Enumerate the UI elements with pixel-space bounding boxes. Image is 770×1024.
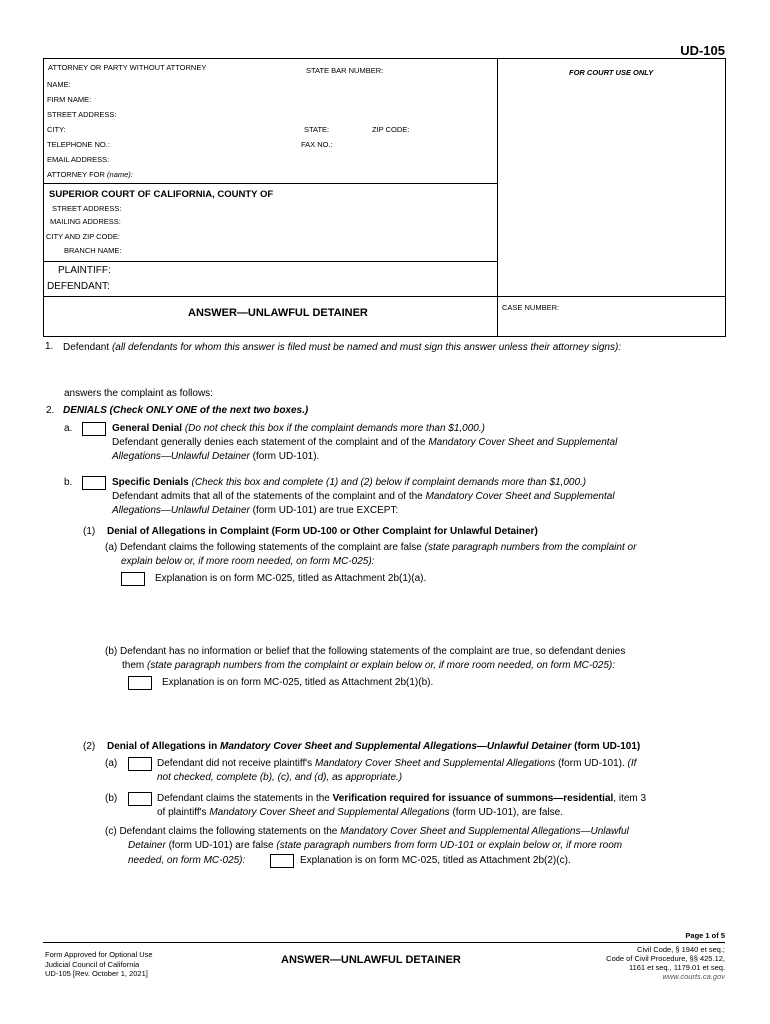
text: (form UD-101).: [252, 451, 320, 462]
sub2b-line2: [157, 807, 563, 818]
text: , item 3: [613, 793, 647, 804]
specific-denials-note: (Check this box and complete (1) and (2) below if complaint demands more than $1,000.): [191, 477, 587, 488]
sub2b-text: [157, 793, 646, 804]
court-mailing-field[interactable]: MAILING ADDRESS:: [50, 217, 121, 226]
court-title: SUPERIOR COURT OF CALIFORNIA, COUNTY OF: [49, 189, 274, 200]
form-number: UD-105: [680, 43, 725, 58]
page-number: Page 1 of 5: [685, 931, 725, 940]
sub2c-line3: needed, on form MC-025):: [128, 855, 246, 866]
text: (form UD-101): [574, 741, 641, 752]
form-approved: Form Approved for Optional Use: [45, 950, 153, 959]
text: Defendant generally denies each statement of the complaint and of the: [112, 437, 426, 448]
text: Defendant did not receive plaintiff's: [157, 758, 313, 769]
text: (If: [627, 758, 637, 769]
text: them: [122, 660, 145, 671]
text: (form UD-101) are false: [168, 840, 274, 851]
denials-heading: DENIALS (Check ONLY ONE of the next two boxes.): [63, 405, 309, 416]
court-city-zip-field[interactable]: CITY AND ZIP CODE:: [46, 232, 120, 241]
text: Allegations—Unlawful Detainer: [112, 505, 250, 516]
specific-denials-line2: [112, 491, 615, 502]
sub2a-note: not checked, complete (b), (c), and (d), as appropriate.): [157, 772, 403, 783]
sub1-number: (1): [83, 526, 96, 537]
divider: [43, 183, 498, 184]
sub1b-text: [105, 646, 625, 657]
court-street-field[interactable]: STREET ADDRESS:: [52, 204, 122, 213]
sub2-heading: [107, 741, 640, 752]
sub1a-explanation: Explanation is on form MC-025, titled as Attachment 2b(1)(a).: [155, 573, 427, 584]
plaintiff-field[interactable]: PLAINTIFF:: [58, 265, 111, 276]
zip-field[interactable]: ZIP CODE:: [372, 125, 410, 134]
sub2a-text: [157, 758, 636, 769]
sub2c-label: (c): [105, 826, 117, 837]
item1-text: [63, 342, 621, 353]
text: of plaintiff's: [157, 807, 207, 818]
text: (state paragraph numbers from the complaint or: [424, 542, 637, 553]
sub2a-checkbox[interactable]: [128, 757, 152, 771]
street-address-field[interactable]: STREET ADDRESS:: [47, 110, 117, 119]
text: Verification required for issuance of summons—residential: [332, 793, 614, 804]
attorney-for-field[interactable]: [47, 170, 133, 179]
text: (form UD-101).: [558, 758, 625, 769]
general-denial-title: General Denial: [112, 423, 183, 434]
email-field[interactable]: EMAIL ADDRESS:: [47, 155, 110, 164]
attorney-for-name: (name):: [107, 170, 133, 179]
text: Defendant claims the statements in the: [157, 793, 330, 804]
sub1b-label: (b): [105, 646, 118, 657]
specific-denials-checkbox[interactable]: [82, 476, 106, 490]
code-cite-1: Civil Code, § 1940 et seq.;: [637, 945, 725, 954]
form-revision: UD-105 [Rev. October 1, 2021]: [45, 969, 148, 978]
text: Mandatory Cover Sheet and Supplemental: [425, 491, 615, 502]
sub1a-attachment-checkbox[interactable]: [121, 572, 145, 586]
general-denial-note: (Do not check this box if the complaint demands more than $1,000.): [184, 423, 485, 434]
general-denial-text: [112, 423, 485, 434]
caption-divider: [497, 58, 498, 336]
text: (form UD-101) are true EXCEPT:: [252, 505, 399, 516]
court-use-label: FOR COURT USE ONLY: [569, 68, 654, 77]
item1-answers: answers the complaint as follows:: [64, 388, 213, 399]
sub1a-text: [105, 542, 636, 553]
sub2c-explanation: Explanation is on form MC-025, titled as Attachment 2b(2)(c).: [300, 855, 571, 866]
item2a-letter: a.: [64, 423, 73, 434]
sub2b-checkbox[interactable]: [128, 792, 152, 806]
sub1a-label: (a): [105, 542, 118, 553]
attorney-for-label: ATTORNEY FOR: [47, 170, 105, 179]
text: Defendant has no information or belief that the following statements of the complaint are true, so defendant denies: [120, 646, 626, 657]
text: Denial of Allegations in: [107, 741, 218, 752]
sub2a-label: (a): [105, 758, 118, 769]
sub1b-line2: [122, 660, 615, 671]
code-cite-3: 1161 et seq., 1179.01 et seq.: [628, 963, 725, 972]
text: Mandatory Cover Sheet and Supplemental: [428, 437, 618, 448]
text: Mandatory Cover Sheet and Supplemental Allegations—Unlawful Detainer: [219, 741, 572, 752]
state-bar-label: STATE BAR NUMBER:: [306, 66, 384, 75]
case-number-field[interactable]: CASE NUMBER:: [502, 303, 560, 312]
text: Defendant claims the following statements on the: [119, 826, 338, 837]
sub2-number: (2): [83, 741, 96, 752]
sub1b-explanation: Explanation is on form MC-025, titled as Attachment 2b(1)(b).: [162, 677, 434, 688]
defendant-field[interactable]: DEFENDANT:: [47, 281, 110, 292]
text: Defendant admits that all of the statements of the complaint and of the: [112, 491, 423, 502]
text: (state paragraph numbers from the complaint or explain below or, if more room needed, on form MC-025):: [147, 660, 616, 671]
sub1a-note: explain below or, if more room needed, on form MC-025):: [121, 556, 375, 567]
item1-lead: Defendant: [63, 342, 110, 353]
specific-denials-title: Specific Denials: [112, 477, 189, 488]
sub2b-label: (b): [105, 793, 118, 804]
text: Mandatory Cover Sheet and Supplemental Allegations—Unlawful: [340, 826, 629, 837]
courts-url[interactable]: www.courts.ca.gov: [662, 972, 725, 981]
telephone-field[interactable]: TELEPHONE NO.:: [47, 140, 110, 149]
sub2c-attachment-checkbox[interactable]: [270, 854, 294, 868]
attorney-label: ATTORNEY OR PARTY WITHOUT ATTORNEY: [48, 63, 207, 72]
footer-rule: [43, 942, 725, 943]
item1-instruction: (all defendants for whom this answer is filed must be named and must sign this answer unless their attorney signs):: [111, 342, 622, 353]
text: Detainer: [128, 840, 166, 851]
item1-number: 1.: [45, 341, 54, 352]
state-field[interactable]: STATE:: [304, 125, 330, 134]
text: (state paragraph numbers from form UD-101 or explain below or, if more room: [276, 840, 623, 851]
text: Allegations—Unlawful Detainer: [112, 451, 250, 462]
text: Mandatory Cover Sheet and Supplemental Allegations: [209, 807, 450, 818]
judicial-council: Judicial Council of California: [45, 960, 140, 969]
sub2c-text: [105, 826, 629, 837]
item2-number: 2.: [46, 405, 55, 416]
footer-title: ANSWER—UNLAWFUL DETAINER: [281, 954, 461, 966]
sub1-heading: Denial of Allegations in Complaint (Form UD-100 or Other Complaint for Unlawful Detainer): [107, 526, 538, 537]
text: Mandatory Cover Sheet and Supplemental Allegations: [314, 758, 556, 769]
court-branch-field[interactable]: BRANCH NAME:: [64, 246, 122, 255]
general-denial-checkbox[interactable]: [82, 422, 106, 436]
specific-denials-line3: [112, 505, 398, 516]
fax-field[interactable]: FAX NO.:: [301, 140, 333, 149]
divider: [43, 296, 725, 297]
general-denial-line2: [112, 437, 617, 448]
sub2c-line2: [128, 840, 622, 851]
general-denial-line3: [112, 451, 319, 462]
code-cite-2: Code of Civil Procedure, §§ 425.12,: [606, 954, 725, 963]
city-field[interactable]: CITY:: [47, 125, 66, 134]
item2b-letter: b.: [64, 477, 73, 488]
sub1b-attachment-checkbox[interactable]: [128, 676, 152, 690]
text: (form UD-101), are false.: [452, 807, 564, 818]
form-title: ANSWER—UNLAWFUL DETAINER: [188, 307, 368, 319]
name-field[interactable]: NAME:: [47, 80, 71, 89]
specific-denials-text: [112, 477, 586, 488]
divider: [43, 261, 498, 262]
firm-name-field[interactable]: FIRM NAME:: [47, 95, 92, 104]
text: Defendant claims the following statements of the complaint are false: [120, 542, 422, 553]
